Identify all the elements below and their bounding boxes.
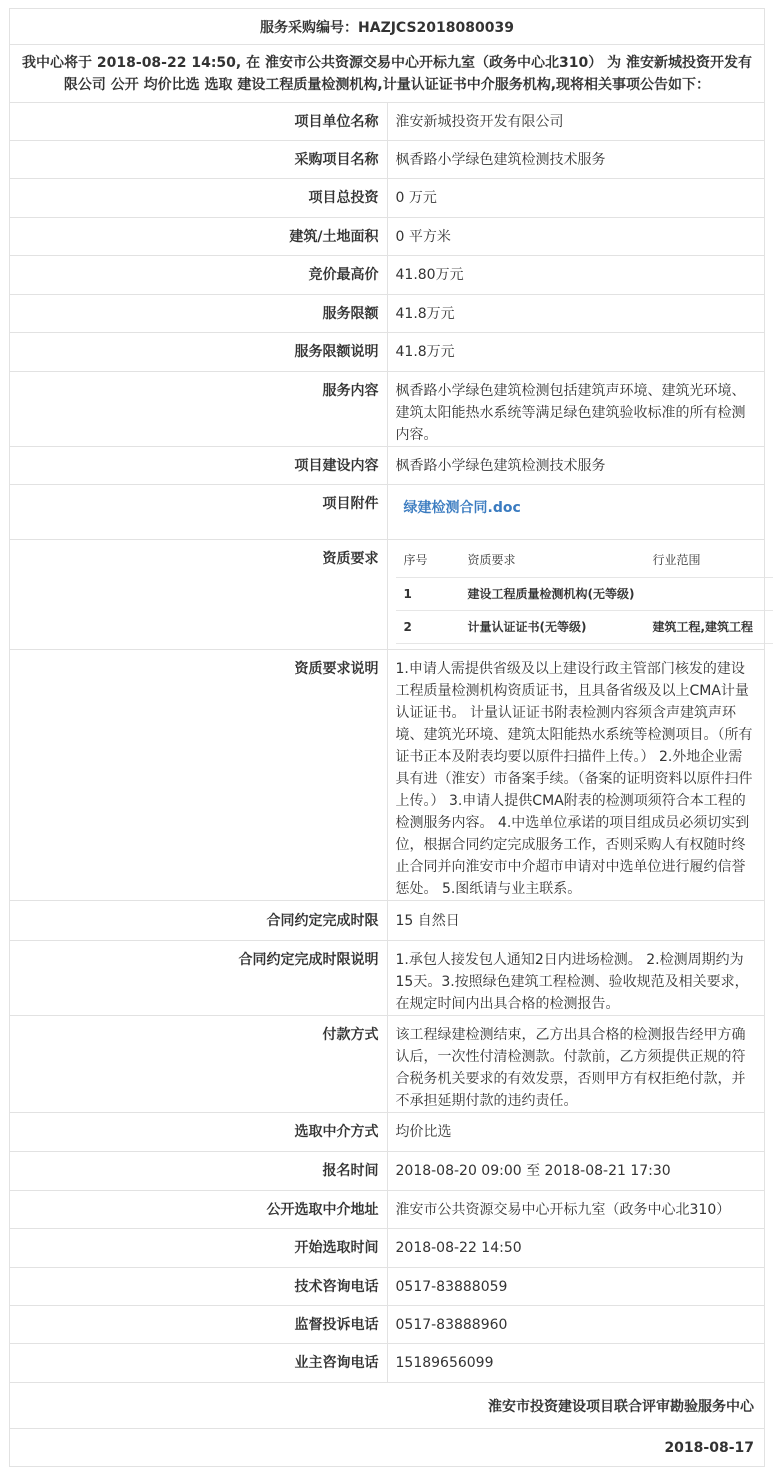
attachment-link[interactable]: 绿建检测合同.doc xyxy=(396,500,521,516)
cell-scope xyxy=(645,577,773,610)
row-value: 0 万元 xyxy=(387,179,765,218)
row-label: 付款方式 xyxy=(10,1016,388,1113)
row-label: 项目单位名称 xyxy=(10,103,388,141)
row-label: 合同约定完成时限说明 xyxy=(10,941,388,1016)
row-value: 枫香路小学绿色建筑检测技术服务 xyxy=(387,447,765,485)
row-value: 枫香路小学绿色建筑检测包括建筑声环境、建筑光环境、建筑太阳能热水系统等满足绿色建筑验收标准的所有检测内容。 xyxy=(387,372,765,447)
footer-date: 2018-08-17 xyxy=(10,1429,765,1467)
row-value: 淮安新城投资开发有限公司 xyxy=(387,103,765,141)
row-value: 41.80万元 xyxy=(387,256,765,295)
row-value: 枫香路小学绿色建筑检测技术服务 xyxy=(387,141,765,179)
row-label: 项目附件 xyxy=(10,485,388,540)
row-value: 2018-08-22 14:50 xyxy=(387,1229,765,1268)
row-label: 报名时间 xyxy=(10,1152,388,1191)
row-label: 合同约定完成时限 xyxy=(10,901,388,941)
qualification-table xyxy=(396,544,773,644)
cell-qualification: 建设工程质量检测机构(无等级) xyxy=(460,577,645,610)
row-value: 1.承包人接发包人通知2日内进场检测。 2.检测周期约为15天。3.按照绿色建筑工程检测、验收规范及相关要求，在规定时间内出具合格的检测报告。 xyxy=(387,941,765,1016)
intro-text: 我中心将于 2018-08-22 14:50, 在 淮安市公共资源交易中心开标九室（政务中心北310） 为 淮安新城投资开发有限公司 公开 均价比选 选取 建设工程质量检测机构,计量认证证书中介服务机构,现将相关事项公告如下： xyxy=(10,45,765,103)
row-label: 监督投诉电话 xyxy=(10,1306,388,1344)
row-value: 0 平方米 xyxy=(387,218,765,256)
row-value: 淮安市公共资源交易中心开标九室（政务中心北310） xyxy=(387,1191,765,1229)
row-label: 采购项目名称 xyxy=(10,141,388,179)
column-header: 序号 xyxy=(396,544,460,577)
row-label: 服务限额 xyxy=(10,295,388,333)
row-value: 2018-08-20 09:00 至 2018-08-21 17:30 xyxy=(387,1152,765,1191)
row-label: 服务限额说明 xyxy=(10,333,388,372)
row-value: 41.8万元 xyxy=(387,295,765,333)
cell-scope: 建筑工程,建筑工程 xyxy=(645,610,773,643)
cell-no: 1 xyxy=(396,577,460,610)
attachment-cell xyxy=(387,485,765,540)
cell-no: 2 xyxy=(396,610,460,643)
row-value: 1.申请人需提供省级及以上建设行政主管部门核发的建设工程质量检测机构资质证书，且具备省级及以上CMA计量认证证书。 计量认证证书附表检测内容须含声建筑声环境、建筑光环境、建筑太阳能热水系统等检测项目。（所有证书正本及附表均要以原件扫描件上传。） 2.外地企业需具有进（淮安）市备案手续。（备案的证明资料以原件扫件上传。） 3.申请人提供CMA附表的检测项须符合本工程的检测服务内容。 4.中选单位承诺的项目组成员必须切实到位，根据合同约定完成服务工作，否则采购人有权随时终止合同并向淮安市中介超市申请对中选单位进行履约信誉惩处。 5.图纸请与业主联系。 xyxy=(387,650,765,901)
footer-organization: 淮安市投资建设项目联合评审勘验服务中心 xyxy=(10,1383,765,1429)
row-label: 公开选取中介地址 xyxy=(10,1191,388,1229)
row-label: 技术咨询电话 xyxy=(10,1268,388,1306)
qualification-cell xyxy=(387,540,765,650)
row-label: 业主咨询电话 xyxy=(10,1344,388,1383)
row-value: 0517-83888059 xyxy=(387,1268,765,1306)
service-number: 服务采购编号：HAZJCS2018080039 xyxy=(10,9,765,45)
row-value: 15 自然日 xyxy=(387,901,765,941)
row-label: 项目总投资 xyxy=(10,179,388,218)
row-label: 资质要求 xyxy=(10,540,388,650)
qualification-header xyxy=(396,544,773,577)
row-value: 0517-83888960 xyxy=(387,1306,765,1344)
row-label: 建筑/土地面积 xyxy=(10,218,388,256)
announcement-table xyxy=(9,8,765,1467)
row-value: 该工程绿建检测结束，乙方出具合格的检测报告经甲方确认后，一次性付清检测款。付款前，乙方须提供正规的符合税务机关要求的有效发票，否则甲方有权拒绝付款，并不承担延期付款的违约责任。 xyxy=(387,1016,765,1113)
table-row xyxy=(396,577,773,610)
row-label: 服务内容 xyxy=(10,372,388,447)
row-value: 均价比选 xyxy=(387,1113,765,1152)
row-label: 项目建设内容 xyxy=(10,447,388,485)
row-label: 选取中介方式 xyxy=(10,1113,388,1152)
column-header: 行业范围 xyxy=(645,544,773,577)
cell-qualification: 计量认证证书(无等级) xyxy=(460,610,645,643)
table-row xyxy=(396,610,773,643)
column-header: 资质要求 xyxy=(460,544,645,577)
row-value: 15189656099 xyxy=(387,1344,765,1383)
row-label: 竞价最高价 xyxy=(10,256,388,295)
row-value: 41.8万元 xyxy=(387,333,765,372)
row-label: 资质要求说明 xyxy=(10,650,388,901)
row-label: 开始选取时间 xyxy=(10,1229,388,1268)
